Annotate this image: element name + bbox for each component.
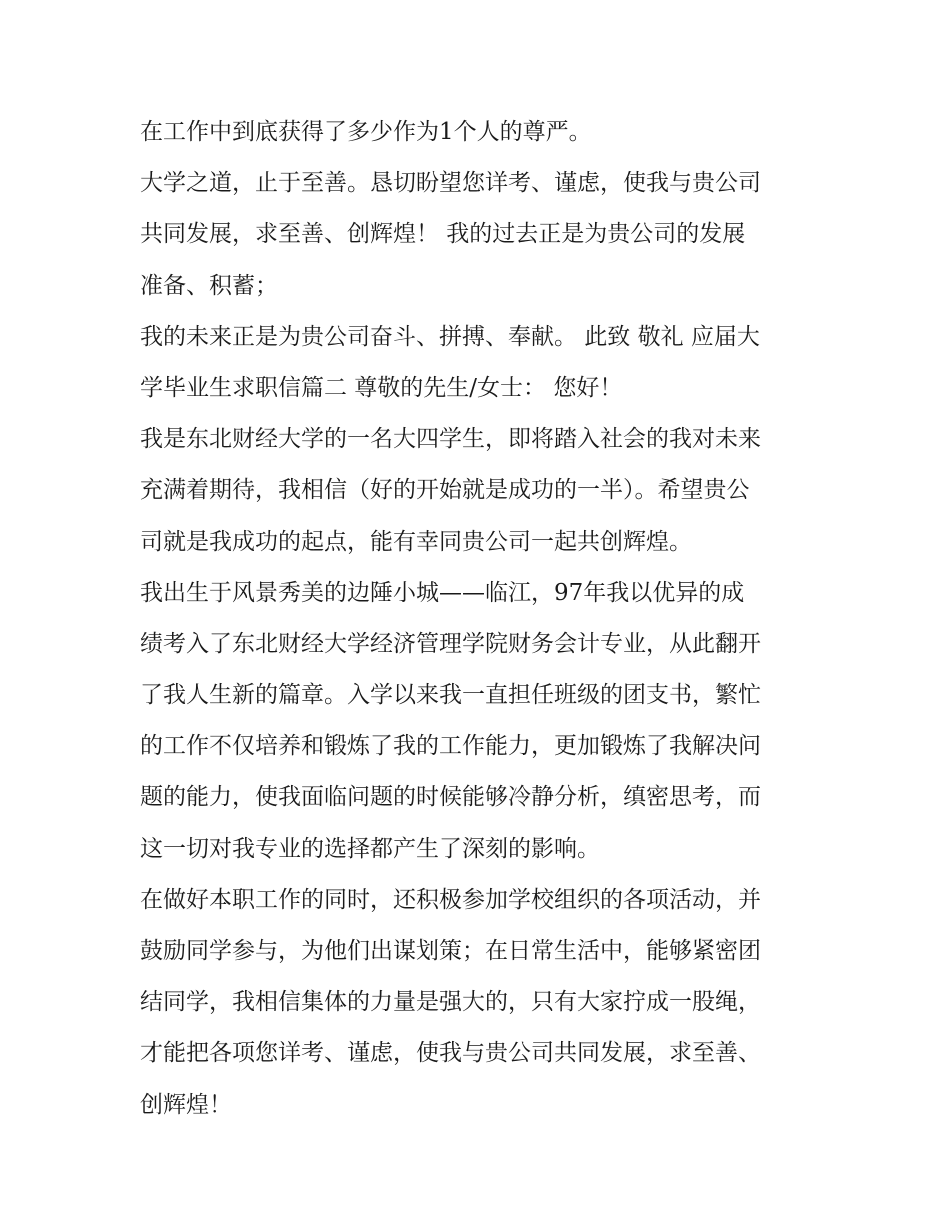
text-line: 才能把各项您详考、谨虑，使我与贵公司共同发展，求至善、 — [140, 1040, 761, 1067]
text-line: 了我人生新的篇章。入学以来我一直担任班级的团支书，繁忙 — [140, 682, 761, 709]
text-line: 我出生于风景秀美的边陲小城——临江，97年我以优异的成 — [140, 579, 745, 606]
text-line: 创辉煌！ — [140, 1091, 232, 1118]
text-line: 学毕业生求职信篇二 尊敬的先生/女士： 您好！ — [140, 374, 623, 401]
text-line: 司就是我成功的起点，能有幸同贵公司一起共创辉煌。 — [140, 528, 692, 555]
text-line: 结同学，我相信集体的力量是强大的，只有大家拧成一股绳， — [140, 989, 761, 1016]
text-line: 我的未来正是为贵公司奋斗、拼搏、奉献。 此致 敬礼 应届大 — [140, 323, 760, 350]
text-line: 这一切对我专业的选择都产生了深刻的影响。 — [140, 835, 600, 862]
text-line: 充满着期待，我相信（好的开始就是成功的一半）。希望贵公 — [140, 477, 750, 504]
text-line: 在工作中到底获得了多少作为1个人的尊严。 — [140, 119, 592, 145]
text-line: 我是东北财经大学的一名大四学生，即将踏入社会的我对未来 — [140, 426, 761, 453]
text-line: 共同发展，求至善、创辉煌！ 我的过去正是为贵公司的发展 — [140, 221, 746, 248]
text-line: 准备、积蓄； — [140, 272, 278, 299]
text-line: 的工作不仅培养和锻炼了我的工作能力，更加锻炼了我解决问 — [140, 733, 761, 760]
text-line: 在做好本职工作的同时，还积极参加学校组织的各项活动，并 — [140, 886, 761, 913]
text-line: 大学之道，止于至善。恳切盼望您详考、谨虑，使我与贵公司 — [140, 170, 761, 197]
body-text — [140, 107, 820, 1131]
text-line: 绩考入了东北财经大学经济管理学院财务会计专业，从此翻开 — [140, 630, 761, 657]
text-line: 鼓励同学参与，为他们出谋划策；在日常生活中，能够紧密团 — [140, 938, 761, 964]
text-line: 题的能力，使我面临问题的时候能够冷静分析，缜密思考，而 — [140, 784, 761, 811]
